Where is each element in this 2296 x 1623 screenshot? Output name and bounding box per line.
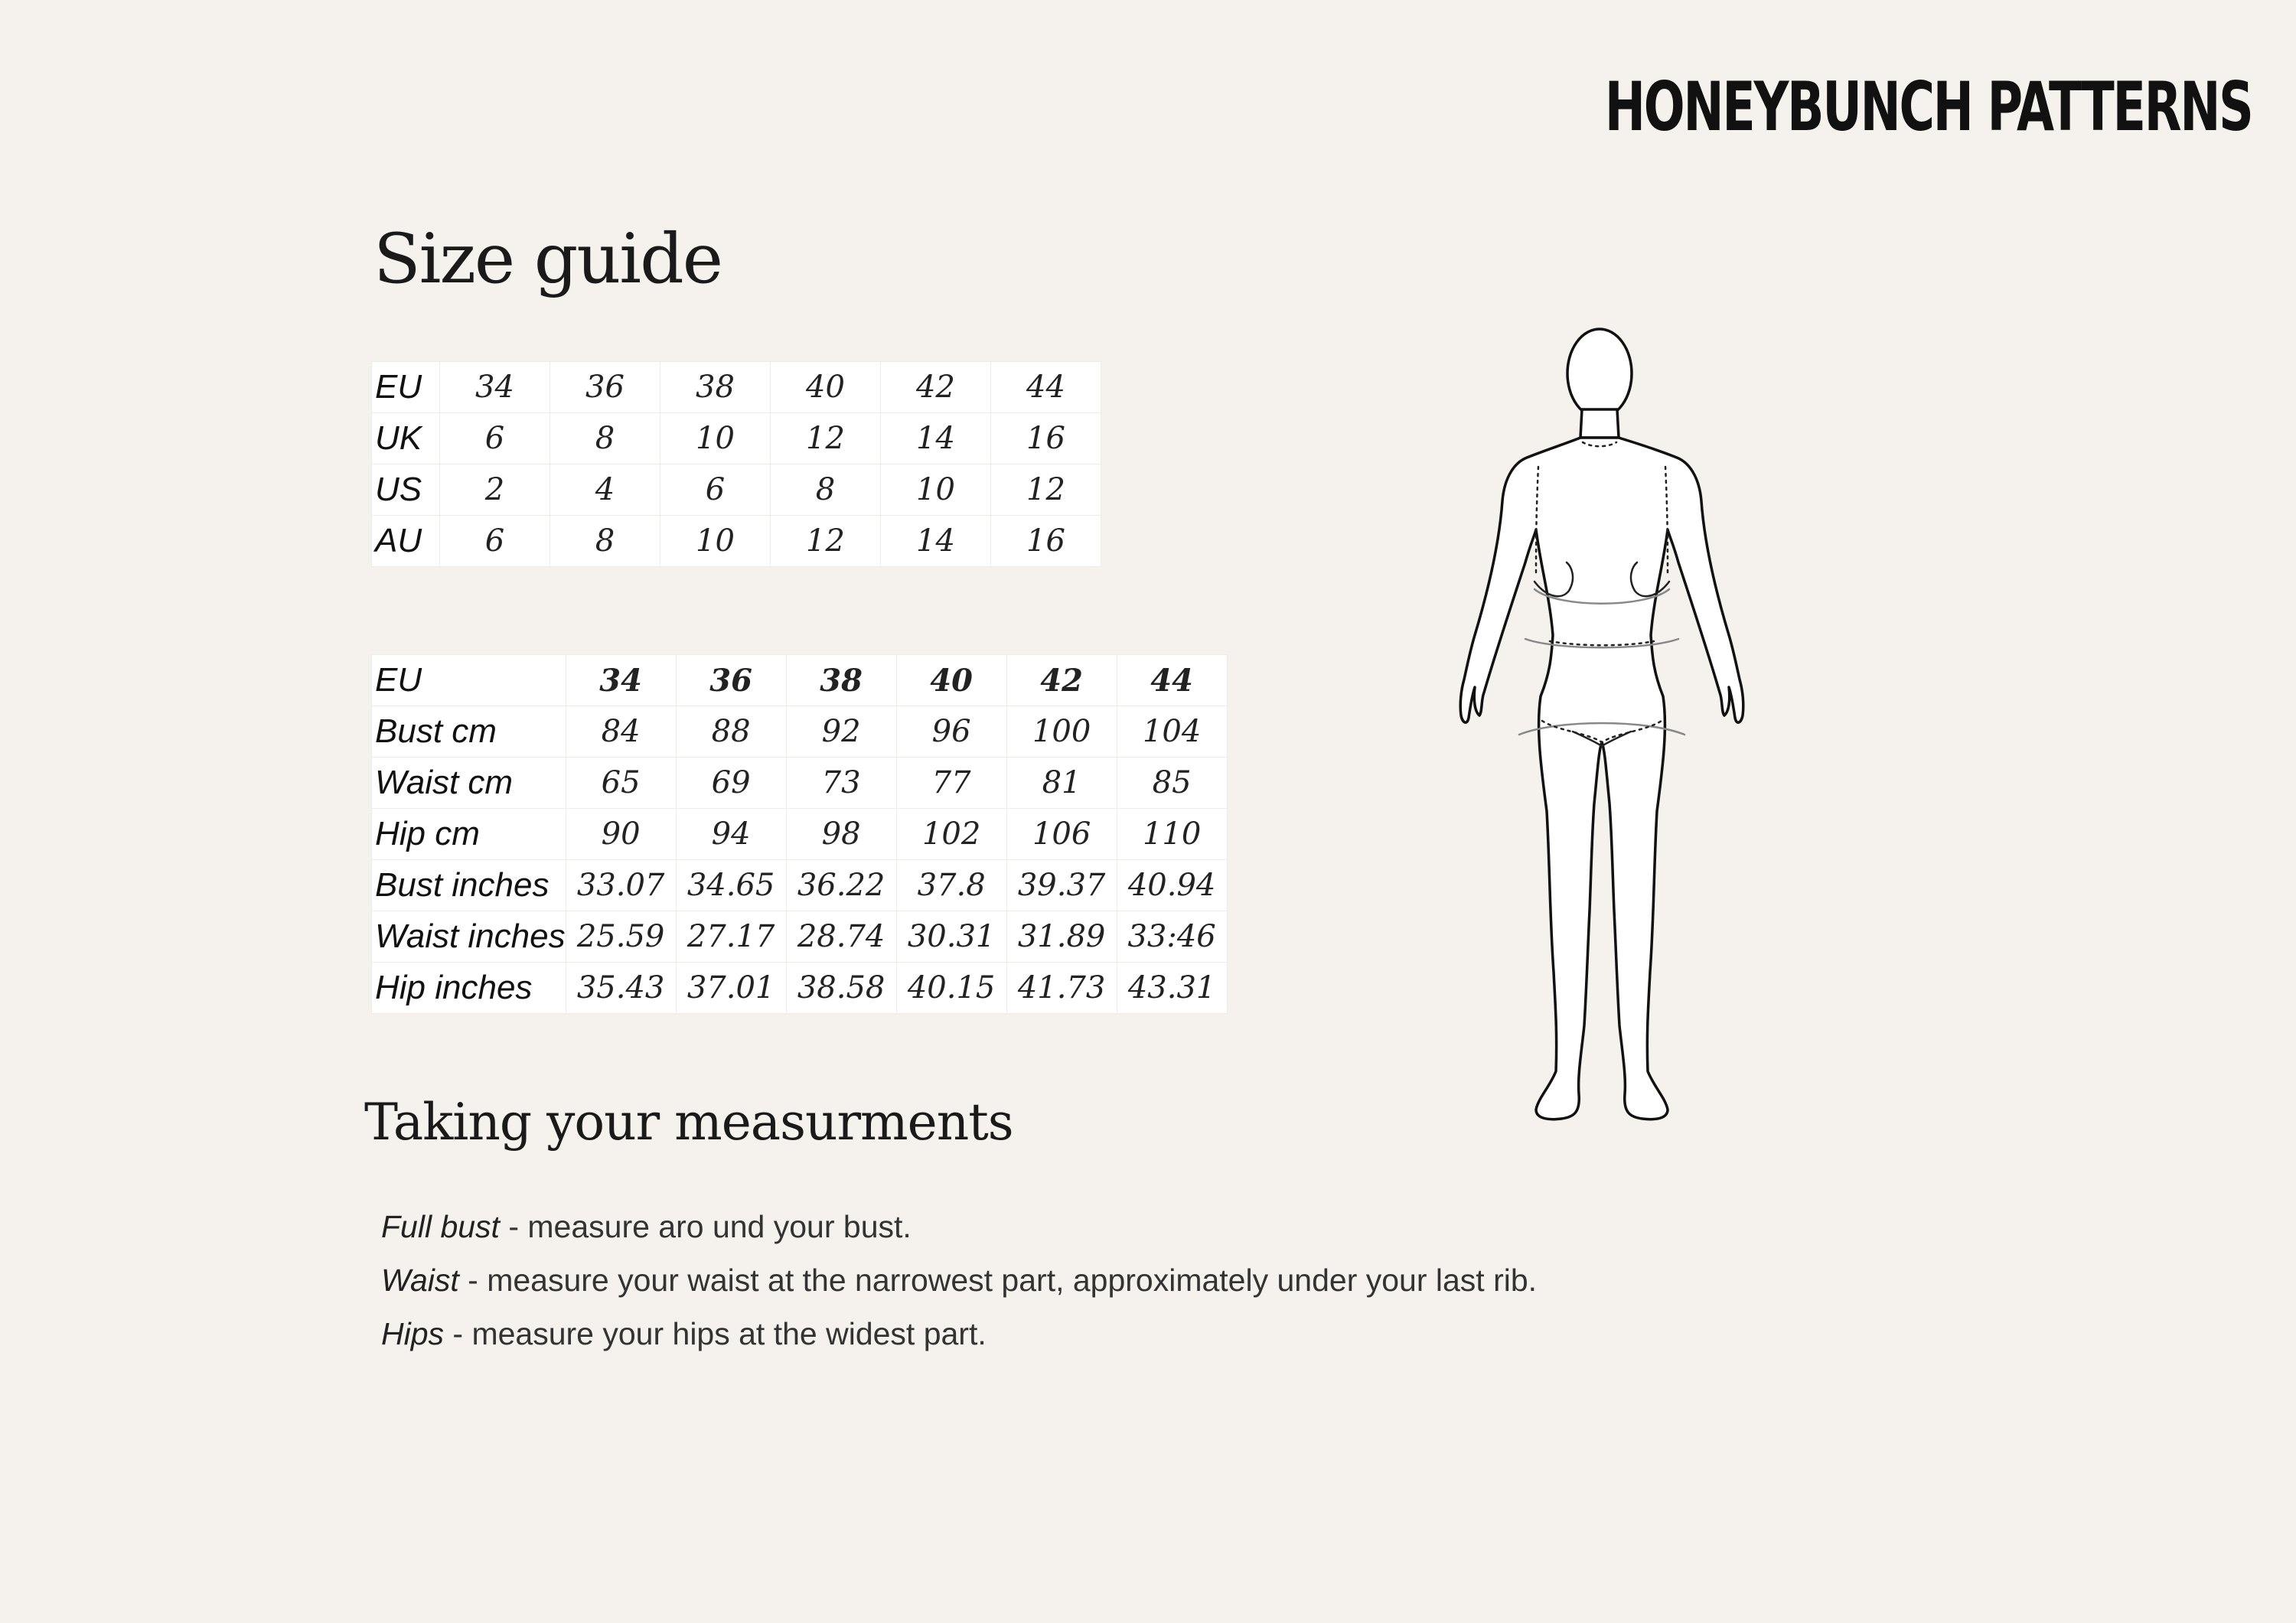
instruction-text: - measure your waist at the narrowest part, approximately under your last rib. <box>458 1263 1538 1298</box>
row-label: EU <box>372 655 566 706</box>
table-cell: 38.58 <box>786 963 896 1014</box>
table-cell: 40.15 <box>896 963 1006 1014</box>
header-cell: 34 <box>566 655 676 706</box>
table-cell: 35.43 <box>566 963 676 1014</box>
table-row <box>372 911 1228 963</box>
table-cell: 8 <box>550 516 660 567</box>
table-cell: 28.74 <box>786 911 896 963</box>
row-label: AU <box>372 516 440 567</box>
table-header-row <box>372 655 1228 706</box>
table-cell: 25.59 <box>566 911 676 963</box>
table-cell: 14 <box>881 413 991 464</box>
row-label: Bust cm <box>372 706 566 758</box>
table-cell: 16 <box>991 413 1101 464</box>
table-cell: 65 <box>566 758 676 809</box>
table-cell: 34.65 <box>676 860 786 911</box>
row-label: Waist inches <box>372 911 566 963</box>
table-cell: 81 <box>1006 758 1117 809</box>
table-cell: 6 <box>660 464 771 516</box>
table-cell: 110 <box>1117 809 1227 860</box>
table-cell: 102 <box>896 809 1006 860</box>
table-cell: 6 <box>440 516 550 567</box>
row-label: Bust inches <box>372 860 566 911</box>
page-title: Size guide <box>373 219 722 299</box>
table-cell: 40.94 <box>1117 860 1227 911</box>
table-cell: 12 <box>771 413 881 464</box>
header-cell: 36 <box>676 655 786 706</box>
table-cell: 37.8 <box>896 860 1006 911</box>
row-label: EU <box>372 362 440 413</box>
instruction-term: Full bust <box>381 1209 500 1244</box>
table-row <box>372 809 1228 860</box>
table-cell: 33.07 <box>566 860 676 911</box>
table-row <box>372 706 1228 758</box>
instruction-term: Hips <box>381 1316 445 1351</box>
table-cell: 10 <box>660 516 771 567</box>
table-cell: 8 <box>771 464 881 516</box>
table-cell: 12 <box>771 516 881 567</box>
header-cell: 42 <box>1006 655 1117 706</box>
table-cell: 33:46 <box>1117 911 1227 963</box>
table-row <box>372 860 1228 911</box>
table-row <box>372 516 1101 567</box>
header-cell: 40 <box>896 655 1006 706</box>
table-cell: 2 <box>440 464 550 516</box>
table-row <box>372 362 1101 413</box>
table-cell: 30.31 <box>896 911 1006 963</box>
table-cell: 14 <box>881 516 991 567</box>
body-measurement-figure-icon <box>1404 314 1802 1163</box>
table-cell: 88 <box>676 706 786 758</box>
size-conversion-table <box>371 361 1101 567</box>
table-cell: 96 <box>896 706 1006 758</box>
table-cell: 4 <box>550 464 660 516</box>
table-cell: 39.37 <box>1006 860 1117 911</box>
table-cell: 77 <box>896 758 1006 809</box>
row-label: US <box>372 464 440 516</box>
table-cell: 73 <box>786 758 896 809</box>
table-cell: 41.73 <box>1006 963 1117 1014</box>
table-row <box>372 963 1228 1014</box>
table-cell: 85 <box>1117 758 1227 809</box>
table-row <box>372 464 1101 516</box>
brand-logo: HONEYBUNCH PATTERNS <box>1605 67 2252 146</box>
row-label: Hip inches <box>372 963 566 1014</box>
table-cell: 90 <box>566 809 676 860</box>
table-cell: 94 <box>676 809 786 860</box>
instruction-line <box>381 1311 1537 1364</box>
table-cell: 69 <box>676 758 786 809</box>
row-label: UK <box>372 413 440 464</box>
table-cell: 38 <box>660 362 771 413</box>
table-cell: 104 <box>1117 706 1227 758</box>
instruction-term: Waist <box>381 1263 459 1298</box>
table-cell: 98 <box>786 809 896 860</box>
table-cell: 31.89 <box>1006 911 1117 963</box>
table-cell: 8 <box>550 413 660 464</box>
instruction-line <box>381 1257 1537 1311</box>
table-cell: 12 <box>991 464 1101 516</box>
table-cell: 100 <box>1006 706 1117 758</box>
table-cell: 36.22 <box>786 860 896 911</box>
table-cell: 37.01 <box>676 963 786 1014</box>
table-cell: 42 <box>881 362 991 413</box>
table-cell: 36 <box>550 362 660 413</box>
table-cell: 16 <box>991 516 1101 567</box>
table-row <box>372 413 1101 464</box>
instruction-text: - measure aro und your bust. <box>499 1209 912 1244</box>
row-label: Hip cm <box>372 809 566 860</box>
table-cell: 6 <box>440 413 550 464</box>
header-cell: 38 <box>786 655 896 706</box>
table-cell: 10 <box>881 464 991 516</box>
table-cell: 106 <box>1006 809 1117 860</box>
table-cell: 92 <box>786 706 896 758</box>
row-label: Waist cm <box>372 758 566 809</box>
instruction-line <box>381 1204 1537 1257</box>
table-cell: 10 <box>660 413 771 464</box>
table-cell: 27.17 <box>676 911 786 963</box>
header-cell: 44 <box>1117 655 1227 706</box>
table-cell: 84 <box>566 706 676 758</box>
measurements-table <box>371 654 1228 1014</box>
measurement-instructions <box>381 1204 1537 1364</box>
table-row <box>372 758 1228 809</box>
section-title: Taking your measurments <box>364 1093 1013 1152</box>
table-cell: 44 <box>991 362 1101 413</box>
table-cell: 40 <box>771 362 881 413</box>
table-cell: 34 <box>440 362 550 413</box>
table-cell: 43.31 <box>1117 963 1227 1014</box>
instruction-text: - measure your hips at the widest part. <box>444 1316 987 1351</box>
